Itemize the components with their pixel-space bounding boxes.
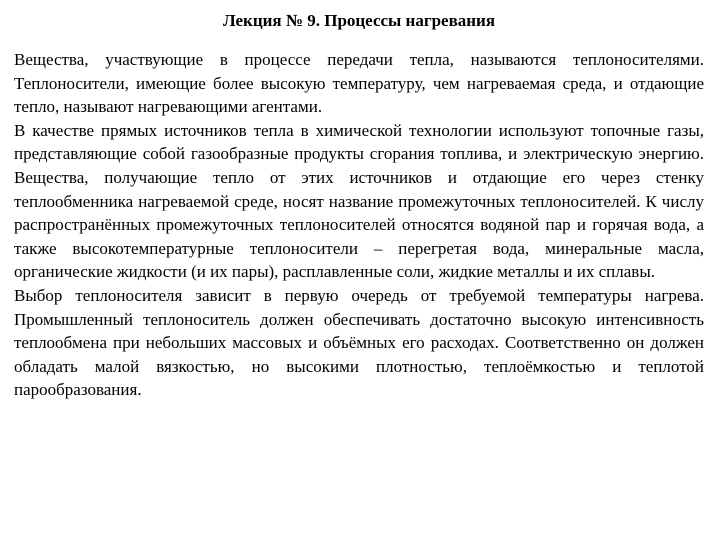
- paragraph-heat-carriers: Вещества, участвующие в процессе передачи тепла, называются теплоносителями. Теплоносители, имеющие более высокую температуру, чем нагреваемая среда, и отдающие тепло, называют нагревающими агентами.: [14, 50, 704, 117]
- paragraph-carrier-selection: Выбор теплоносителя зависит в первую очередь от требуемой температуры нагрева. Промышленный теплоноситель должен обеспечивать достаточно высокую интенсивность теплообмена при небольших массовых и объёмных его расходах. Соответственно он должен обладать малой вязкостью, но высокими плотностью, теплоёмкостью и теплотой парообразования.: [14, 285, 704, 400]
- document-page: [14, 8, 704, 402]
- paragraph-heat-sources: В качестве прямых источников тепла в химической технологии используют топочные газы, представляющие собой газообразные продукты сгорания топлива, и электрическую энергию. Вещества, получающие тепло от этих источников и отдающие его через стенку теплообменника нагреваемой среде, носят название промежуточных теплоносителей. К числу распространённых промежуточных теплоносителей относятся водяной пар и горячая вода, а также высокотемпературные теплоносители – перегретая вода, минеральные масла, органические жидкости (и их пары), расплавленные соли, жидкие металлы и их сплавы.: [14, 120, 704, 282]
- lecture-title: Лекция № 9. Процессы нагревания: [222, 11, 496, 30]
